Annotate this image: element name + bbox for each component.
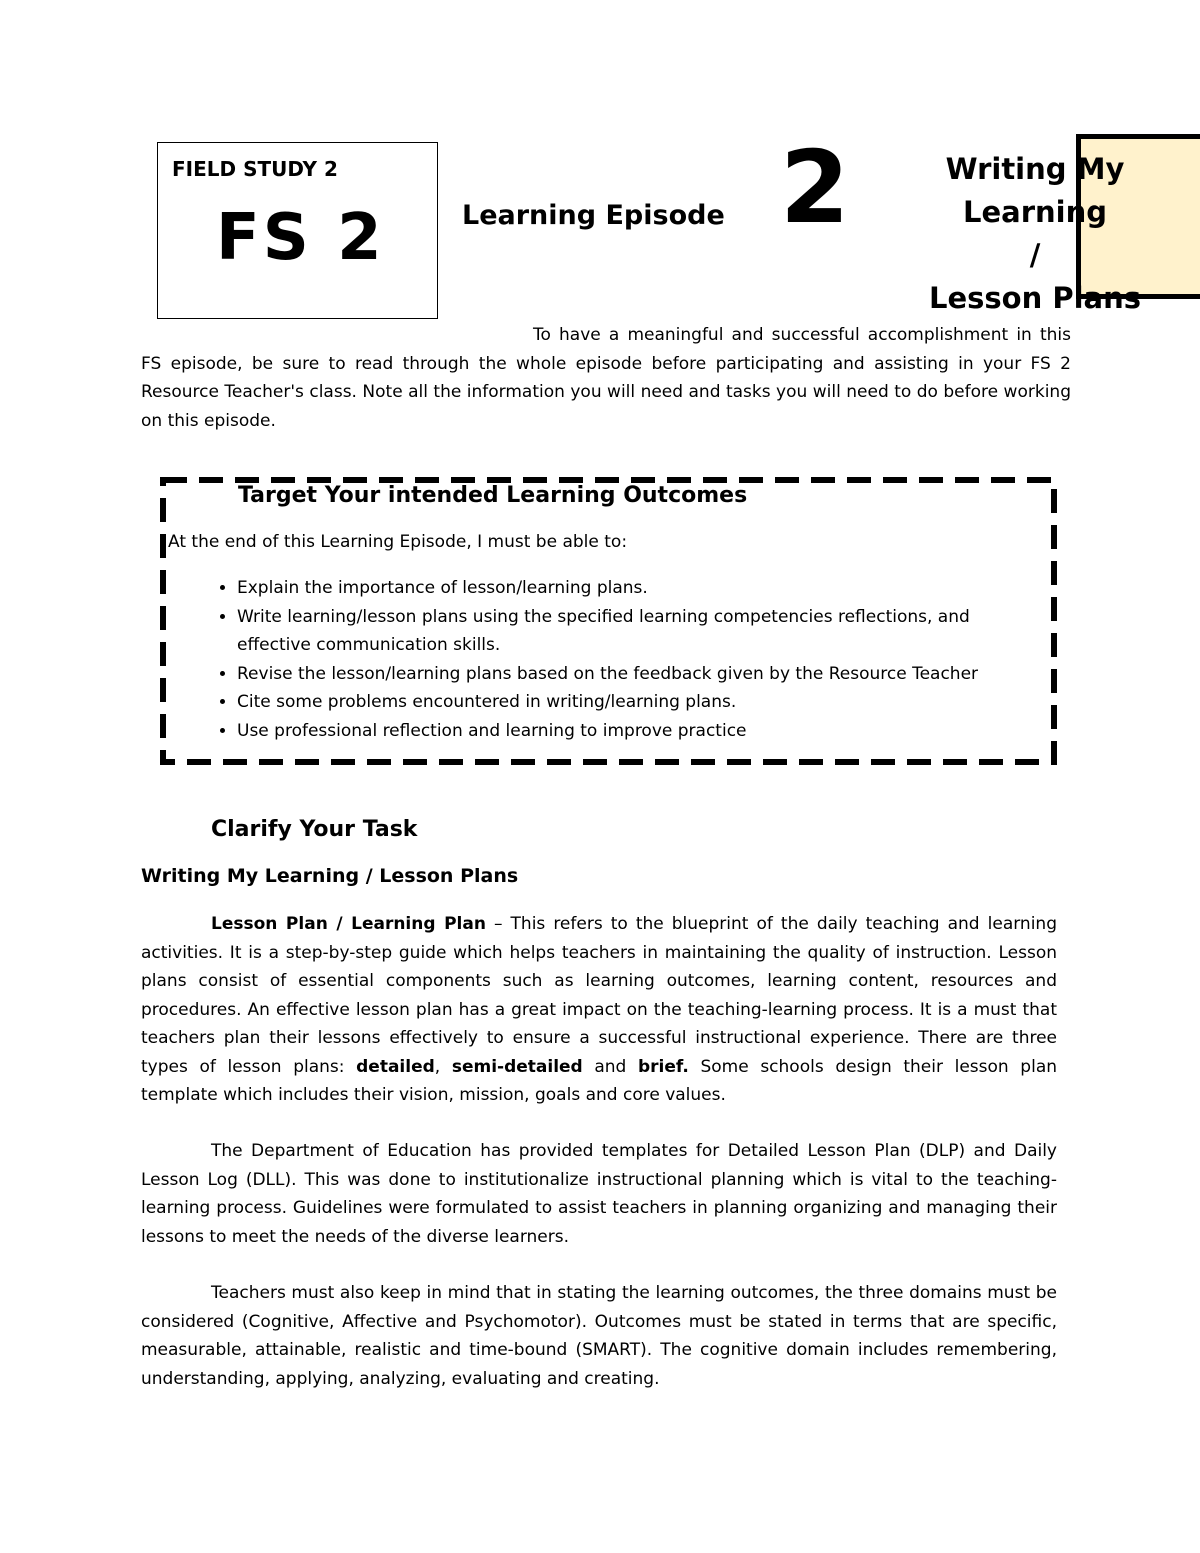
separator: and (582, 1056, 638, 1077)
domains-paragraph (141, 1279, 1057, 1393)
list-item: • Cite some problems encountered in writing/learning plans. (237, 688, 1037, 717)
list-item: • Revise the lesson/learning plans based on the feedback given by the Resource Teacher (237, 660, 1037, 689)
title-line-2: / (1029, 238, 1041, 272)
title-line-3: Lesson Plans (928, 281, 1141, 315)
list-item: • Write learning/lesson plans using the specified learning competencies reflections, and effective communication skills. (237, 603, 1037, 660)
type-detailed: detailed (356, 1056, 435, 1077)
paragraph-text: Some schools design their lesson plan template which includes their vision, mission, goals and core values. (141, 1056, 1058, 1105)
title-line-1: Writing My Learning (945, 152, 1125, 229)
fs-code: FS 2 (216, 201, 385, 275)
lesson-plan-term: Lesson Plan / Learning Plan (211, 914, 486, 934)
outcomes-list (201, 574, 1037, 745)
field-study-box (157, 142, 438, 319)
outcomes-intro: At the end of this Learning Episode, I must be able to: (168, 532, 628, 552)
outcomes-title: Target Your intended Learning Outcomes (238, 483, 748, 508)
list-item: • Use professional reflection and learning to improve practice (237, 717, 1037, 746)
learning-outcomes-box (160, 477, 1057, 765)
type-brief: brief. (638, 1056, 689, 1077)
episode-title (870, 148, 1200, 320)
section-subheading: Writing My Learning / Lesson Plans (141, 865, 519, 887)
deped-paragraph (141, 1137, 1057, 1251)
type-semi-detailed: semi-detailed (451, 1056, 583, 1077)
clarify-title: Clarify Your Task (211, 817, 418, 842)
separator: , (434, 1056, 452, 1077)
intro-paragraph: To have a meaningful and successful accomplishment in this FS episode, be sure to read through the whole episode before participating and assisting in your FS 2 Resource Teacher's class. Note all the information you will need and tasks you will need to do before working on this episode. (141, 325, 1071, 431)
paragraph-text: Teachers must also keep in mind that in stating the learning outcomes, the three domains must be considered (Cognitive, Affective and Psychomotor). Outcomes must be stated in terms that are specific, measurable, attainable, realistic and time-bound (SMART). The cognitive domain includes remembering, understanding, applying, analyzing, evaluating and creating. (141, 1283, 1057, 1389)
lesson-plan-paragraph (141, 910, 1057, 1110)
episode-number: 2 (780, 129, 850, 246)
field-study-label: FIELD STUDY 2 (172, 157, 338, 181)
episode-label: Learning Episode (462, 200, 725, 231)
paragraph-text: The Department of Education has provided templates for Detailed Lesson Plan (DLP) and Daily Lesson Log (DLL). This was done to institutionalize instructional planning which is vital to the teaching-learning process. Guidelines were formulated to assist teachers in planning organizing and managing their lessons to meet the needs of the diverse learners. (141, 1141, 1057, 1247)
list-item: • Explain the importance of lesson/learning plans. (237, 574, 1037, 603)
paragraph-text: – This refers to the blueprint of the daily teaching and learning activities. It is a step-by-step guide which helps teachers in maintaining the quality of instruction. Lesson plans consist of essential components such as learning outcomes, learning content, resources and procedures. An effective lesson plan has a great impact on the teaching-learning process. It is a must that teachers plan their lessons effectively to ensure a successful instructional experience. There are three types of lesson plans: (141, 914, 1057, 1077)
